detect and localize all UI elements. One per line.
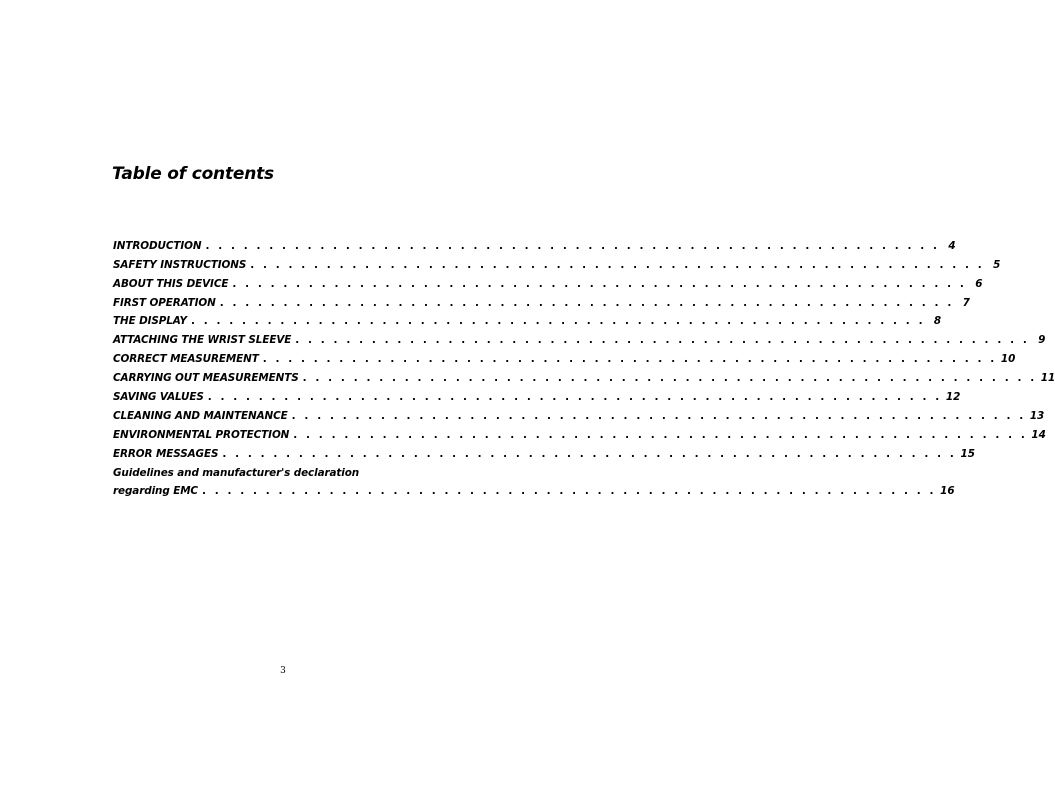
toc-entry-page: 15 — [960, 447, 975, 460]
dot-leader: . . . . . . . . . . . . . . . . . . . . . . . . . . . . . . . . . . . . . . . . . . . . . . . . . . . . . . . . . . — [262, 353, 997, 366]
toc-entry — [113, 479, 955, 498]
toc-entry-page: 8 — [933, 315, 942, 328]
dot-leader: . . . . . . . . . . . . . . . . . . . . . . . . . . . . . . . . . . . . . . . . . . . . . . . . . . . . . . . . . . — [201, 485, 937, 498]
toc-entry-page: 16 — [940, 485, 955, 498]
toc-entry-page: 14 — [1031, 428, 1046, 441]
toc-entry-page: 7 — [962, 296, 970, 309]
toc-entry — [113, 346, 1016, 366]
toc-entry — [113, 403, 1045, 422]
dot-leader: . . . . . . . . . . . . . . . . . . . . . . . . . . . . . . . . . . . . . . . . . . . . . . . . . . . . . . . . . . — [295, 334, 1030, 347]
toc-entry-page: 13 — [1029, 409, 1045, 422]
toc-entry — [113, 422, 1046, 441]
dot-leader: . . . . . . . . . . . . . . . . . . . . . . . . . . . . . . . . . . . . . . . . . . . . . . . . . . . . . . . . . . — [222, 447, 957, 460]
dot-leader: . . . . . . . . . . . . . . . . . . . . . . . . . . . . . . . . . . . . . . . . . . . . . . . . . . . . . . . . . . — [205, 239, 940, 252]
page-title: Table of contents — [112, 164, 274, 184]
toc-entry-page: 9 — [1038, 334, 1046, 347]
toc-entry — [113, 441, 975, 460]
toc-entry-label: CORRECT MEASUREMENT — [113, 353, 259, 366]
toc-entry-page: 5 — [993, 258, 1001, 271]
table-of-contents — [113, 233, 1055, 498]
toc-entry-page: 11 — [1040, 372, 1055, 385]
dot-leader: . . . . . . . . . . . . . . . . . . . . . . . . . . . . . . . . . . . . . . . . . . . . . . . . . . . . . . . . . . — [293, 428, 1028, 441]
toc-entry-label: SAFETY INSTRUCTIONS — [113, 258, 247, 271]
toc-entry-label-line2: regarding EMC — [113, 485, 198, 498]
toc-entry — [113, 365, 1055, 385]
dot-leader: . . . . . . . . . . . . . . . . . . . . . . . . . . . . . . . . . . . . . . . . . . . . . . . . . . . . . . . . . . — [190, 315, 926, 328]
toc-entry-label: CARRYING OUT MEASUREMENTS — [113, 372, 299, 385]
page-number: 3 — [280, 666, 286, 676]
toc-entry-page: 12 — [945, 391, 961, 404]
dot-leader: . . . . . . . . . . . . . . . . . . . . . . . . . . . . . . . . . . . . . . . . . . . . . . . . . . . . . . . . . . — [232, 277, 967, 290]
dot-leader: . . . . . . . . . . . . . . . . . . . . . . . . . . . . . . . . . . . . . . . . . . . . . . . . . . . . . . . . . . — [291, 409, 1026, 422]
toc-entry-label: ENVIRONMENTAL PROTECTION — [113, 428, 290, 441]
toc-entry-label: ATTACHING THE WRIST SLEEVE — [113, 334, 292, 347]
toc-entry-label: INTRODUCTION — [113, 239, 202, 252]
toc-entry-label: CLEANING AND MAINTENANCE — [113, 409, 288, 422]
dot-leader: . . . . . . . . . . . . . . . . . . . . . . . . . . . . . . . . . . . . . . . . . . . . . . . . . . . . . . . . . . — [250, 258, 985, 271]
toc-entry — [113, 252, 1001, 271]
toc-entry — [113, 384, 961, 404]
toc-entry-page: 6 — [975, 277, 983, 290]
toc-entry-label: FIRST OPERATION — [113, 296, 216, 309]
toc-entry — [113, 309, 942, 328]
toc-entry-label: SAVING VALUES — [113, 391, 204, 404]
toc-entry-label: ERROR MESSAGES — [113, 447, 219, 460]
toc-entry — [113, 233, 956, 252]
toc-entry-multiline — [113, 460, 955, 498]
toc-entry-label: ABOUT THIS DEVICE — [113, 277, 229, 290]
toc-entry-label-line1: Guidelines and manufacturer's declaration — [113, 466, 360, 479]
toc-entry — [113, 271, 983, 290]
dot-leader: . . . . . . . . . . . . . . . . . . . . . . . . . . . . . . . . . . . . . . . . . . . . . . . . . . . . . . . . . . — [207, 391, 942, 404]
toc-entry — [113, 290, 970, 309]
toc-entry-page: 4 — [948, 239, 956, 252]
dot-leader: . . . . . . . . . . . . . . . . . . . . . . . . . . . . . . . . . . . . . . . . . . . . . . . . . . . . . . . . . . — [219, 296, 954, 309]
dot-leader: . . . . . . . . . . . . . . . . . . . . . . . . . . . . . . . . . . . . . . . . . . . . . . . . . . . . . . . . . . — [302, 372, 1037, 385]
toc-entry-label: THE DISPLAY — [113, 315, 187, 328]
toc-entry — [113, 327, 1046, 347]
toc-entry-page: 10 — [1000, 353, 1016, 366]
